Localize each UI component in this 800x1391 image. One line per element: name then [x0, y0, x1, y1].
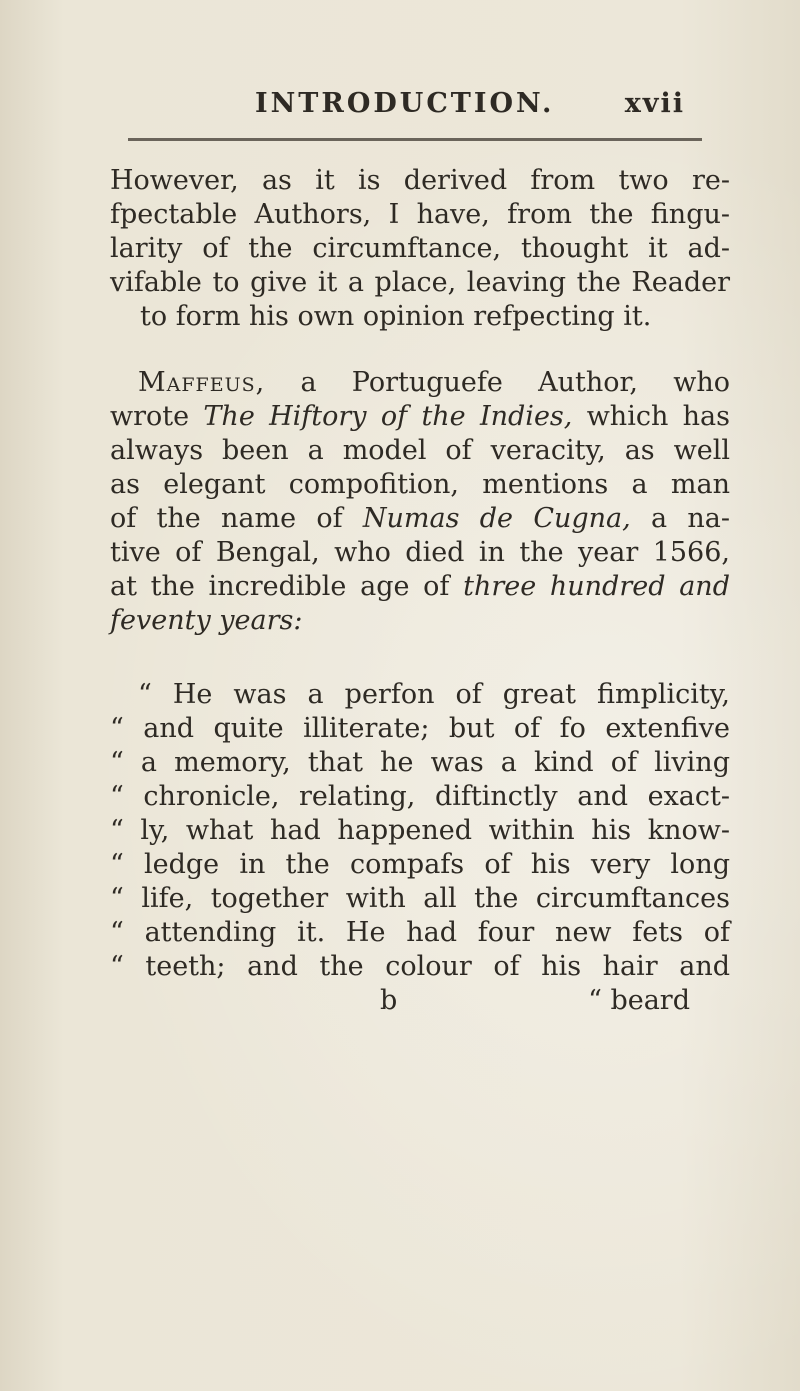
quotation [110, 678, 730, 984]
quote-line: “ teeth; and the colour of his hair and [110, 951, 730, 982]
running-title: INTRODUCTION. [255, 88, 555, 119]
header-rule [128, 138, 702, 141]
text-line: as elegant compofition, mentions a man [110, 469, 730, 500]
quote-line: “ attending it. He had four new fets of [110, 917, 730, 948]
running-head [255, 88, 685, 128]
quote-line: “ He was a perfon of great fimplicity, [138, 679, 730, 710]
signature-mark: b [380, 985, 398, 1016]
catchword: “ beard [588, 985, 690, 1016]
text-line: fpectable Authors, I have, from the fingu- [110, 199, 730, 230]
text-line: always been a model of veracity, as well [110, 435, 730, 466]
quote-line: “ life, together with all the circumftances [110, 883, 730, 914]
quote-line: “ ly, what had happened within his know- [110, 815, 730, 846]
text-line: tive of Bengal, who died in the year 1566, [110, 537, 730, 568]
text-line: vifable to give it a place, leaving the Reader [110, 267, 730, 298]
author-name: Maffeus, [138, 367, 266, 398]
text-line: Maffeus, a Portuguefe Author, who [138, 367, 730, 398]
text-line: larity of the circumftance, thought it ad- [110, 233, 730, 264]
book-title: The Hiftory of the Indies, [203, 401, 573, 432]
text-line: to form his own opinion refpecting it. [140, 301, 652, 332]
paragraph-1 [110, 164, 730, 334]
quote-line: “ a memory, that he was a kind of living [110, 747, 730, 778]
quote-line: “ ledge in the compafs of his very long [110, 849, 730, 880]
text-line: However, as it is derived from two re- [110, 165, 730, 196]
page-footer [110, 984, 730, 1018]
quote-line: “ chronicle, relating, diftinctly and exact- [110, 781, 730, 812]
text-line: of the name of Numas de Cugna, a na- [110, 503, 730, 534]
paragraph-gap [110, 334, 730, 366]
text-line: feventy years: [110, 605, 303, 636]
text-line: at the incredible age of three hundred and [110, 571, 730, 602]
person-name: Numas de Cugna, [362, 503, 631, 534]
body-text [110, 164, 730, 1018]
quote-line: “ and quite illiterate; but of fo extenfive [110, 713, 730, 744]
paragraph-gap [110, 638, 730, 678]
text-line: wrote The Hiftory of the Indies, which has [110, 401, 730, 432]
page-number: xvii [624, 88, 685, 119]
paragraph-2 [110, 366, 730, 638]
